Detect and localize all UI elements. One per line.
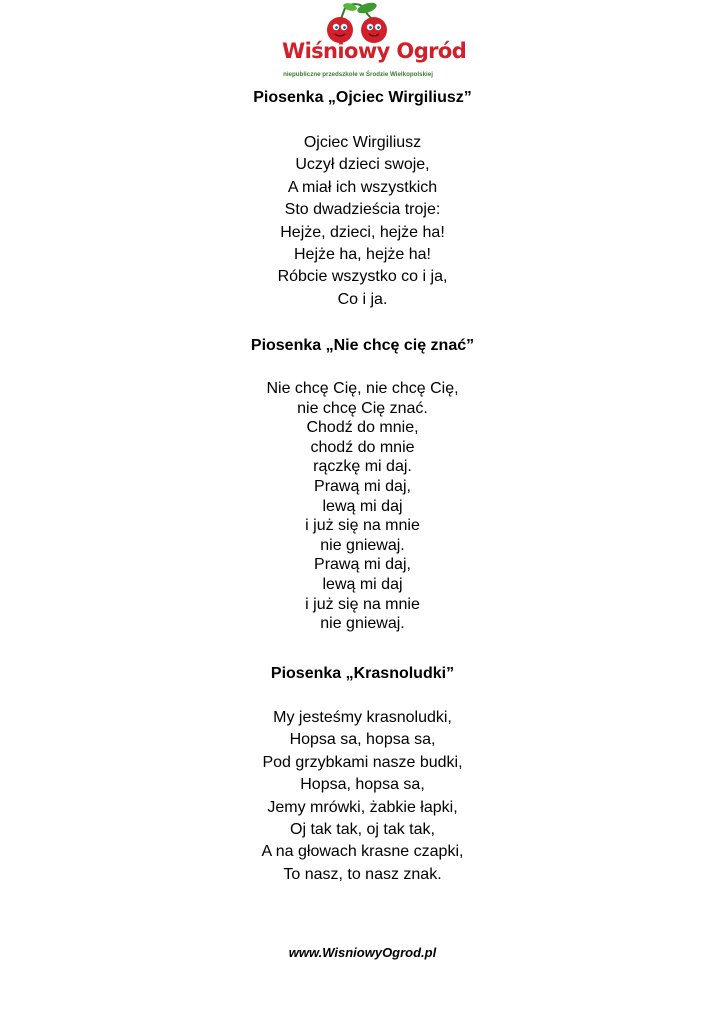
lyric-line: Prawą mi daj,: [314, 477, 411, 495]
lyric-line: chodź do mnie: [310, 438, 415, 456]
lyric-line: Prawą mi daj,: [314, 556, 411, 574]
lyric-line: Róbcie wszystko co i ja,: [277, 268, 448, 286]
lyric-line: Sto dwadzieścia troje:: [284, 201, 441, 219]
lyric-line: Oj tak tak, oj tak tak,: [290, 821, 435, 839]
lyric-line: Uczył dzieci swoje,: [295, 156, 430, 174]
lyric-line: Hopsa, hopsa sa,: [300, 776, 425, 794]
footer-url[interactable]: www.WisniowyOgrod.pl: [288, 945, 437, 960]
lyric-line: Ojciec Wirgiliusz: [303, 134, 422, 151]
lyric-line: Nie chcę Cię, nie chcę Cię,: [266, 380, 459, 397]
lyric-line: nie gniewaj.: [320, 536, 405, 554]
lyric-line: My jesteśmy krasnoludki,: [273, 709, 452, 726]
lyric-line: nie chcę Cię znać.: [297, 399, 428, 417]
lyric-line: Jemy mrówki, żabkie łapki,: [267, 798, 458, 816]
logo-subtitle: niepubliczne przedszkole w Środzie Wielkopolskiej: [283, 71, 433, 78]
lyric-line: A miał ich wszystkich: [287, 178, 438, 196]
lyric-line: Pod grzybkami nasze budki,: [262, 753, 463, 771]
song-lyrics: [0, 132, 725, 311]
lyric-line: A na głowach krasne czapki,: [261, 843, 464, 861]
lyric-line: rączkę mi daj.: [313, 458, 412, 476]
lyric-line: Co i ja.: [337, 290, 388, 308]
lyric-line: i już się na mnie: [305, 595, 420, 613]
lyric-line: To nasz, to nasz znak.: [283, 865, 442, 883]
lyric-line: lewą mi daj: [322, 497, 403, 515]
song-lyrics: [0, 707, 725, 886]
lyric-line: lewą mi daj: [322, 575, 403, 593]
lyric-line: Hejże, dzieci, hejże ha!: [280, 223, 445, 241]
cherries-icon: [323, 2, 393, 44]
song-title: Piosenka „Ojciec Wirgiliusz”: [253, 89, 472, 106]
lyric-line: Chodź do mnie,: [306, 419, 419, 437]
logo: [282, 2, 467, 82]
song-title: Piosenka „Nie chcę cię znać”: [250, 337, 475, 354]
lyric-line: i już się na mnie: [305, 517, 420, 535]
song-lyrics: [0, 379, 725, 634]
lyric-line: Hejże ha, hejże ha!: [294, 246, 431, 264]
song-title: Piosenka „Krasnoludki”: [270, 665, 455, 682]
lyric-line: nie gniewaj.: [320, 615, 405, 633]
header: [0, 0, 725, 84]
logo-name: Wiśniowy Ogród: [282, 39, 467, 63]
lyric-line: Hopsa sa, hopsa sa,: [289, 731, 436, 749]
